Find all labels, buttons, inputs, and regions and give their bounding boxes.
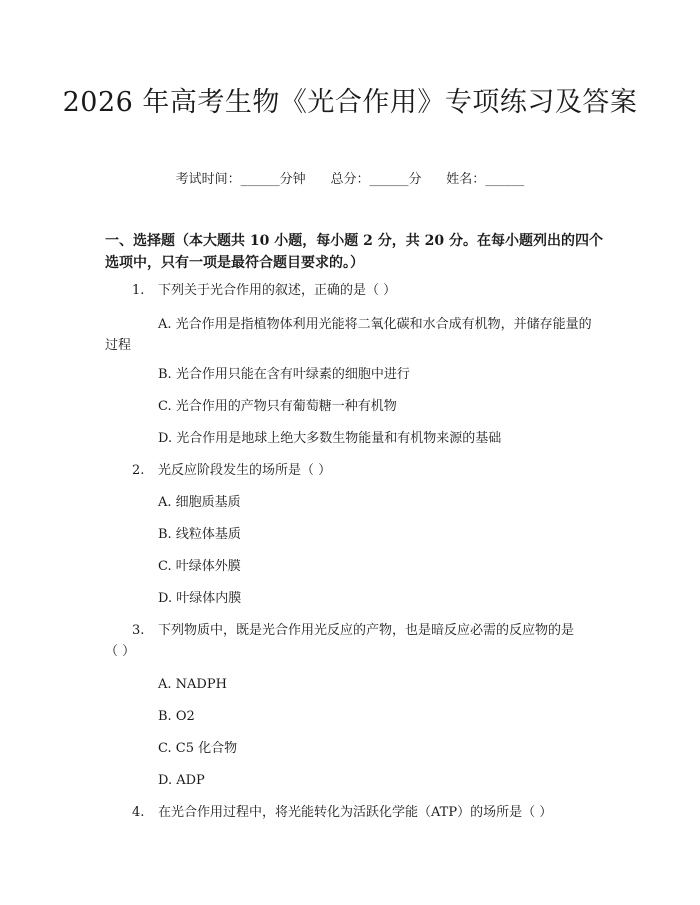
question-1-option-c: C. 光合作用的产物只有葡萄糖一种有机物 (158, 399, 397, 414)
question-3-option-b: B. O2 (158, 709, 195, 724)
question-4 (132, 802, 552, 823)
question-text: 在光合作用过程中，将光能转化为活跃化学能（ATP）的场所是（ ） (158, 805, 553, 820)
total-score-field: 总分：______分 (330, 172, 422, 187)
question-number: 2. (132, 463, 145, 478)
question-text: 下列物质中，既是光合作用光反应的产物，也是暗反应必需的反应物的是（ ） (105, 623, 575, 659)
question-3-option-d: D. ADP (158, 773, 205, 788)
section-heading: 一、选择题（本大题共 10 小题，每小题 2 分，共 20 分。在每小题列出的四个选项中，只有一项是最符合题目要求的。） (105, 233, 603, 271)
question-2-option-b: B. 线粒体基质 (158, 527, 241, 542)
question-1-option-d: D. 光合作用是地球上绝大多数生物能量和有机物来源的基础 (158, 431, 502, 446)
question-number: 1. (132, 283, 145, 298)
exam-time-field: 考试时间：______分钟 (175, 172, 306, 187)
question-2 (132, 460, 331, 481)
question-1-option-b: B. 光合作用只能在含有叶绿素的细胞中进行 (158, 367, 410, 382)
question-3-option-a: A. NADPH (158, 677, 227, 692)
student-name-field: 姓名：______ (446, 172, 525, 187)
question-3-option-c: C. C5 化合物 (158, 741, 238, 756)
question-2-option-a: A. 细胞质基质 (158, 495, 241, 510)
question-number: 4. (132, 805, 145, 820)
question-2-option-d: D. 叶绿体内膜 (158, 591, 242, 606)
exam-meta (0, 168, 700, 187)
question-1 (132, 280, 396, 301)
question-2-option-c: C. 叶绿体外膜 (158, 559, 241, 574)
document-title: 2026 年高考生物《光合作用》专项练习及答案 (62, 87, 638, 118)
question-text: 光反应阶段发生的场所是（ ） (158, 463, 332, 478)
question-3 (105, 620, 583, 662)
question-1-option-a: A. 光合作用是指植物体利用光能将二氧化碳和水合成有机物，并储存能量的过程 (105, 317, 592, 353)
question-number: 3. (132, 623, 145, 638)
question-text: 下列关于光合作用的叙述，正确的是（ ） (158, 283, 397, 298)
